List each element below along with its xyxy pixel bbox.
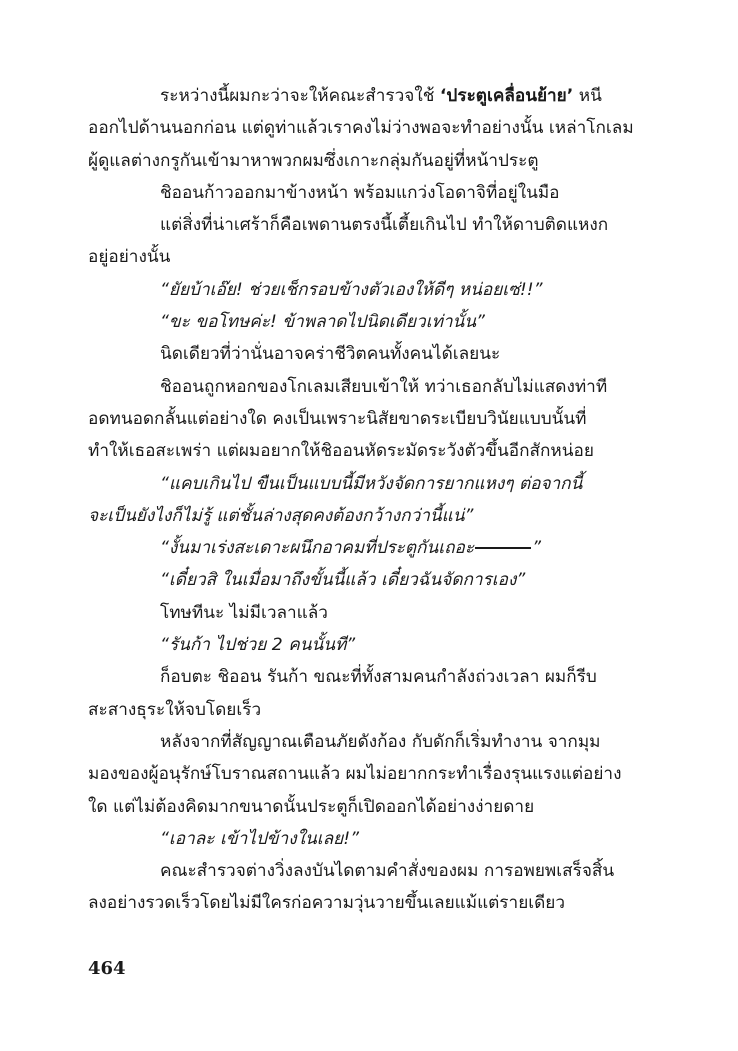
text-line: ก็อบตะ ชิออน รันก้า ขณะที่ทั้งสามคนกำลังถ่วงเวลา ผมก็รีบ xyxy=(160,667,597,688)
dialogue-line: จะเป็นยังไงก็ไม่รู้ แต่ชั้นล่างสุดคงต้องกว้างกว่านี้แน่” xyxy=(88,505,474,526)
text-line: แต่สิ่งที่น่าเศร้าก็คือเพดานตรงนี้เตี้ยเกินไป ทำให้ดาบติดแหงก xyxy=(160,215,609,236)
text-line: สะสางธุระให้จบโดยเร็ว xyxy=(88,699,262,720)
dialogue-line: “งั้นมาเร่งสะเดาะผนึกอาคมที่ประตูกันเถอะ ” xyxy=(160,538,541,559)
text-line: อยู่อย่างนั้น xyxy=(88,247,171,268)
dialogue-line: “รันก้า ไปช่วย 2 คนนั้นที” xyxy=(160,635,356,656)
text-line: ผู้ดูแลต่างกรูกันเข้ามาหาพวกผมซึ่งเกาะกลุ่มกันอยู่ที่หน้าประตู xyxy=(88,150,539,171)
dialogue-line: “เอาละ เข้าไปข้างในเลย!” xyxy=(160,828,360,849)
text-line: ใด แต่ไม่ต้องคิดมากขนาดนั้นประตูก็เปิดออกได้อย่างง่ายดาย xyxy=(88,796,535,817)
text-line: มองของผู้อนุรักษ์โบราณสถานแล้ว ผมไม่อยากกระทำเรื่องรุนแรงแต่อย่าง xyxy=(88,764,622,785)
text-line: ออกไปด้านนอกก่อน แต่ดูท่าแล้วเราคงไม่ว่างพอจะทำอย่างนั้น เหล่าโกเลม xyxy=(88,118,634,139)
text-line: อดทนอดกลั้นแต่อย่างใด คงเป็นเพราะนิสัยขาดระเบียบวินัยแบบนั้นที่ xyxy=(88,408,587,429)
text-line: ชิออนก้าวออกมาข้างหน้า พร้อมแกว่งโอดาจิที่อยู่ในมือ xyxy=(160,182,560,203)
body-text xyxy=(88,80,654,920)
text-line: นิดเดียวที่ว่านั่นอาจคร่าชีวิตคนทั้งคนได้เลยนะ xyxy=(160,344,501,365)
text-line: คณะสำรวจต่างวิ่งลงบันไดตามคำสั่งของผม การอพยพเสร็จสิ้น xyxy=(160,861,615,882)
text-line: ลงอย่างรวดเร็วโดยไม่มีใครก่อความวุ่นวายขึ้นเลยแม้แต่รายเดียว xyxy=(88,893,566,914)
text-line: ชิออนถูกหอกของโกเลมเสียบเข้าให้ ทว่าเธอกลับไม่แสดงท่าที xyxy=(160,376,608,397)
dialogue-line: “แคบเกินไป ขืนเป็นแบบนี้มีหวังจัดการยากแหงๆ ต่อจากนี้ xyxy=(160,473,583,494)
dialogue-line: “ยัยบ้าเอ๊ย! ช่วยเช็กรอบข้างตัวเองให้ดีๆ หน่อยเซ่!!” xyxy=(160,279,543,300)
text-line: โทษทีนะ ไม่มีเวลาแล้ว xyxy=(160,602,328,623)
text-line: ทำให้เธอสะเพร่า แต่ผมอยากให้ชิออนหัดระมัดระวังตัวขึ้นอีกสักหน่อย xyxy=(88,441,594,462)
dialogue-line: “เดี๋ยวสิ ในเมื่อมาถึงขั้นนี้แล้ว เดี๋ยวฉันจัดการเอง” xyxy=(160,570,526,591)
emphasis-term: ‘ประตูเคลื่อนย้าย’ xyxy=(439,86,574,106)
page-number: 464 xyxy=(88,958,126,979)
dialogue-line: “ขะ ขอโทษค่ะ! ข้าพลาดไปนิดเดียวเท่านั้น” xyxy=(160,312,485,333)
text-line: หลังจากที่สัญญาณเตือนภัยดังก้อง กับดักก็เริ่มทำงาน จากมุม xyxy=(160,731,601,752)
text-line: ระหว่างนี้ผมกะว่าจะให้คณะสำรวจใช้ ‘ประตูเคลื่อนย้าย’ หนี xyxy=(160,86,602,106)
em-dash-rule xyxy=(475,547,531,549)
